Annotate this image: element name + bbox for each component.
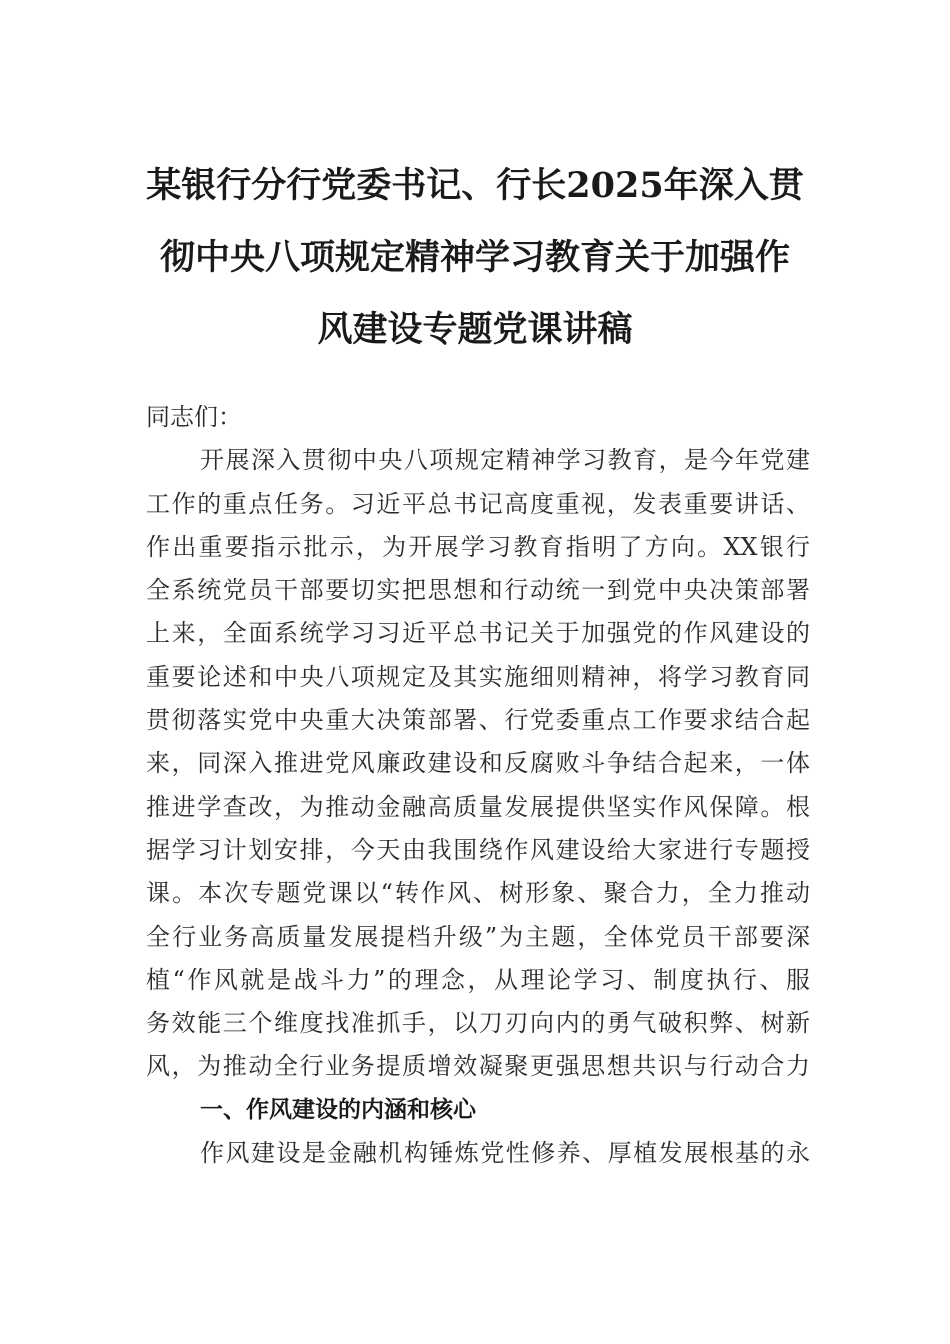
paragraph-line: 据学习计划安排，今天由我围绕作风建设给大家进行专题授 (146, 835, 810, 864)
paragraph-intro (146, 439, 810, 1088)
paragraph-line: 课。本次专题党课以“转作风、树形象、聚合力，全力推动 (146, 879, 810, 908)
paragraph-line: 风，为推动全行业务提质增效凝聚更强思想共识与行动合力 (146, 1052, 810, 1081)
paragraph-line: 作出重要指示批示，为开展学习教育指明了方向。XX银行 (146, 532, 810, 561)
paragraph-section1 (146, 1132, 810, 1175)
paragraph-line: 工作的重点任务。习近平总书记高度重视，发表重要讲话、 (146, 489, 810, 518)
document-title (140, 150, 810, 366)
paragraph-line: 务效能三个维度找准抓手，以刀刃向内的勇气破积弊、树新 (146, 1009, 810, 1038)
paragraph-line: 上来，全面系统学习习近平总书记关于加强党的作风建设的 (146, 619, 810, 648)
paragraph-line: 作风建设是金融机构锤炼党性修养、厚植发展根基的永 (200, 1139, 810, 1168)
paragraph-line: 开展深入贯彻中央八项规定精神学习教育，是今年党建 (200, 446, 810, 475)
section-heading: 一、作风建设的内涵和核心 (200, 1096, 476, 1123)
title-line: 风建设专题党课讲稿 (317, 309, 633, 350)
title-line: 彻中央八项规定精神学习教育关于加强作 (159, 237, 790, 278)
paragraph-line: 来，同深入推进党风廉政建设和反腐败斗争结合起来，一体 (146, 749, 810, 778)
paragraph-line: 重要论述和中央八项规定及其实施细则精神，将学习教育同 (146, 662, 810, 691)
salutation: 同志们： (146, 403, 242, 431)
document-body (146, 396, 810, 1175)
paragraph-line: 贯彻落实党中央重大决策部署、行党委重点工作要求结合起 (146, 706, 810, 735)
paragraph-line: 全系统党员干部要切实把思想和行动统一到党中央决策部署 (146, 576, 810, 605)
title-line: 某银行分行党委书记、行长2025年深入贯 (146, 165, 804, 206)
paragraph-line: 植“作风就是战斗力”的理念，从理论学习、制度执行、服 (146, 965, 810, 994)
paragraph-line: 推进学查改，为推动金融高质量发展提供坚实作风保障。根 (146, 792, 810, 821)
paragraph-line: 全行业务高质量发展提档升级”为主题，全体党员干部要深 (146, 922, 810, 951)
